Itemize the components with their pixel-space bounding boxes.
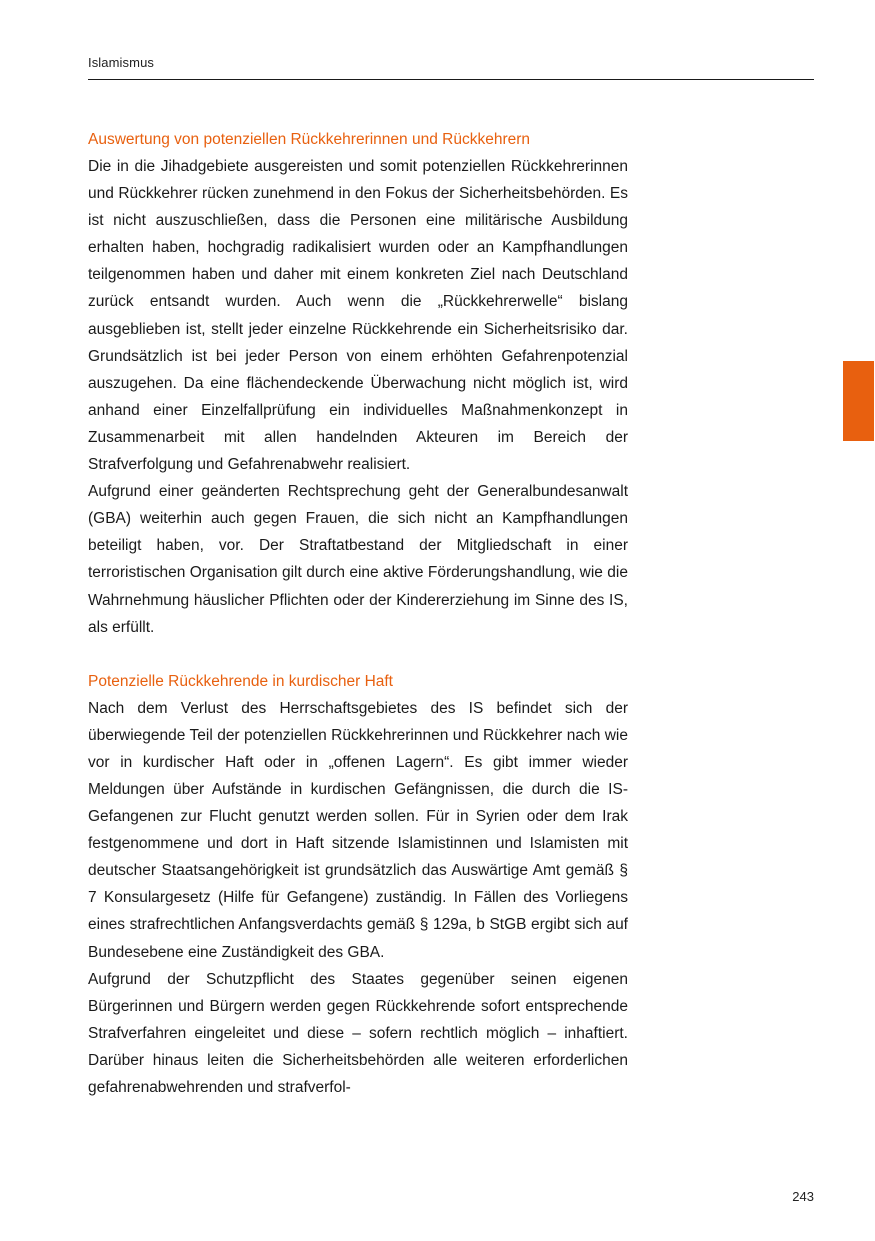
running-header: Islamismus (88, 55, 155, 70)
main-content (88, 126, 628, 1101)
body-paragraph: Die in die Jihadgebiete ausgereisten und somit potenziellen Rückkehrerinnen und Rückkehrer rücken zunehmend in den Fokus der Sicherheitsbehörden. Es ist nicht auszuschließen, dass die Personen eine militärische Ausbildung erhalten haben, hochgradig radikalisiert wurden oder an Kampfhandlungen teilgenommen haben und daher mit einem konkreten Ziel nach Deutschland zurück entsandt wurden. Auch wenn die „Rückkehrerwelle“ bislang ausgeblieben ist, stellt jeder einzelne Rückkehrende ein Sicherheitsrisiko dar. Grundsätzlich ist bei jeder Person von einem erhöhten Gefahrenpotenzial auszugehen. Da eine flächendeckende Überwachung nicht möglich ist, wird anhand einer Einzelfallprüfung ein individuelles Maßnahmenkonzept in Zusammenarbeit mit allen handelnden Akteuren im Bereich der Strafverfolgung und Gefahrenabwehr realisiert. (88, 158, 628, 474)
section-spacer (88, 641, 628, 668)
section-heading-kurdische-haft: Potenzielle Rückkehrende in kurdischer Haft (88, 672, 393, 690)
chapter-side-marker (843, 361, 874, 441)
page-number: 243 (792, 1189, 814, 1204)
body-paragraph: Aufgrund einer geänderten Rechtsprechung geht der Generalbundesanwalt (GBA) weiterhin auch gegen Frauen, die sich nicht an Kampfhandlungen beteiligt haben, vor. Der Straftatbestand der Mitgliedschaft in einer terroristischen Organisation gilt durch eine aktive Förderungshandlung, wie die Wahrnehmung häuslicher Pflichten oder der Kindererziehung im Sinne des IS, als erfüllt. (88, 483, 628, 636)
body-paragraph: Nach dem Verlust des Herrschaftsgebietes des IS befindet sich der überwiegende Teil der potenziellen Rückkehrerinnen und Rückkehrer nach wie vor in kurdischer Haft oder in „offenen Lagern“. Es gibt immer wieder Meldungen über Aufstände in kurdischen Gefängnissen, die durch die IS-Gefangenen zur Flucht genutzt werden sollen. Für in Syrien oder dem Irak festgenommene und dort in Haft sitzende Islamistinnen und Islamisten mit deutscher Staatsangehörigkeit ist grundsätzlich das Auswärtige Amt gemäß § 7 Konsulargesetz (Hilfe für Gefangene) zuständig. In Fällen des Vorliegens eines strafrechtlichen Anfangsverdachts gemäß § 129a, b StGB ergibt sich auf Bundesebene eine Zuständigkeit des GBA. (88, 699, 628, 961)
section-heading-rueckkehrer: Auswertung von potenziellen Rückkehrerinnen und Rückkehrern (88, 131, 531, 148)
body-paragraph: Aufgrund der Schutzpflicht des Staates gegenüber seinen eigenen Bürgerinnen und Bürgern werden gegen Rückkehrende sofort entsprechende Strafverfahren eingeleitet und diese – sofern rechtlich möglich – inhaftiert. Darüber hinaus leiten die Sicherheitsbehörden alle weiteren erforderlichen gefahrenabwehrenden und strafverfol- (88, 970, 628, 1096)
header-rule (88, 79, 814, 80)
